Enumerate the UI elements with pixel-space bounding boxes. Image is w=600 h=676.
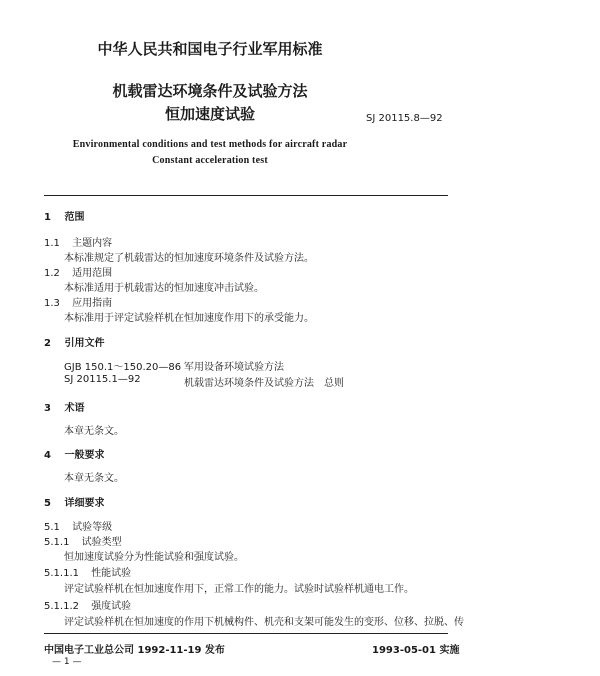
section-5-1-1-2-text: 评定试验样机在恒加速度的作用下机械构件、机壳和支架可能发生的变形、位移、拉脱、传	[64, 617, 464, 628]
english-subtitle: Constant acceleration test	[152, 155, 268, 166]
section-1-2	[44, 264, 112, 279]
section-5-1-1-1-text: 评定试验样机在恒加速度作用下，正常工作的能力。试验时试验样机通电工作。	[64, 584, 414, 595]
standard-title: 机载雷达环境条件及试验方法	[112, 82, 308, 100]
reference-code: SJ 20115.1—92	[64, 374, 141, 385]
reference-code: GJB 150.1～150.20—86	[64, 362, 182, 373]
footer-rule	[44, 633, 448, 634]
standard-subtitle: 恒加速度试验	[164, 105, 255, 123]
section-number: 1.1	[44, 238, 60, 249]
section-title: 强度试验	[91, 601, 132, 612]
english-title: Environmental conditions and test methods for aircraft radar	[72, 139, 348, 150]
section-number: 5.1	[44, 522, 60, 533]
issuer-line: 中国电子工业总公司 1992-11-19 发布	[44, 645, 225, 656]
section-5-1-1-2	[44, 597, 131, 612]
section-title: 一般要求	[64, 450, 105, 461]
section-title: 术语	[64, 403, 85, 414]
section-5-1-1	[44, 533, 122, 548]
section-number: 5.1.1.2	[44, 601, 79, 612]
reference-name: 军用设备环境试验方法	[184, 362, 284, 373]
standard-number: SJ 20115.8—92	[366, 113, 443, 124]
section-number: 1	[44, 212, 51, 223]
header-rule	[44, 195, 448, 196]
page-number: — 1 —	[52, 657, 82, 667]
section-number: 5.1.1	[44, 537, 70, 548]
section-3-text: 本章无条文。	[64, 426, 124, 437]
org-title: 中华人民共和国电子行业军用标准	[97, 40, 323, 58]
section-number: 1.3	[44, 298, 60, 309]
section-1-3-text: 本标准用于评定试验样机在恒加速度作用下的承受能力。	[64, 313, 314, 324]
section-1-1	[44, 234, 112, 249]
section-1-1-text: 本标准规定了机载雷达的恒加速度环境条件及试验方法。	[64, 253, 314, 264]
section-title: 性能试验	[91, 568, 132, 579]
section-1-2-text: 本标准适用于机载雷达的恒加速度冲击试验。	[64, 283, 264, 294]
section-4-text: 本章无条文。	[64, 473, 124, 484]
section-number: 3	[44, 403, 51, 414]
section-number: 1.2	[44, 268, 60, 279]
section-title: 试验等级	[72, 522, 113, 533]
section-2	[44, 334, 104, 349]
section-5-1-1-text: 恒加速度试验分为性能试验和强度试验。	[64, 552, 244, 563]
section-5-1	[44, 518, 112, 533]
section-1	[44, 208, 84, 223]
section-title: 范围	[64, 212, 85, 223]
section-title: 适用范围	[72, 268, 113, 279]
section-5-1-1-1	[44, 564, 131, 579]
section-number: 5.1.1.1	[44, 568, 79, 579]
section-title: 引用文件	[64, 338, 105, 349]
section-number: 2	[44, 338, 51, 349]
section-title: 应用指南	[72, 298, 113, 309]
effective-date: 1993-05-01 实施	[372, 645, 460, 656]
section-number: 5	[44, 498, 51, 509]
reference-name: 机载雷达环境条件及试验方法 总则	[184, 378, 344, 389]
section-5	[44, 494, 104, 509]
section-1-3	[44, 294, 112, 309]
section-title: 主题内容	[72, 238, 113, 249]
section-title: 试验类型	[81, 537, 122, 548]
section-number: 4	[44, 450, 51, 461]
section-4	[44, 446, 104, 461]
section-title: 详细要求	[64, 498, 105, 509]
section-3	[44, 399, 84, 414]
